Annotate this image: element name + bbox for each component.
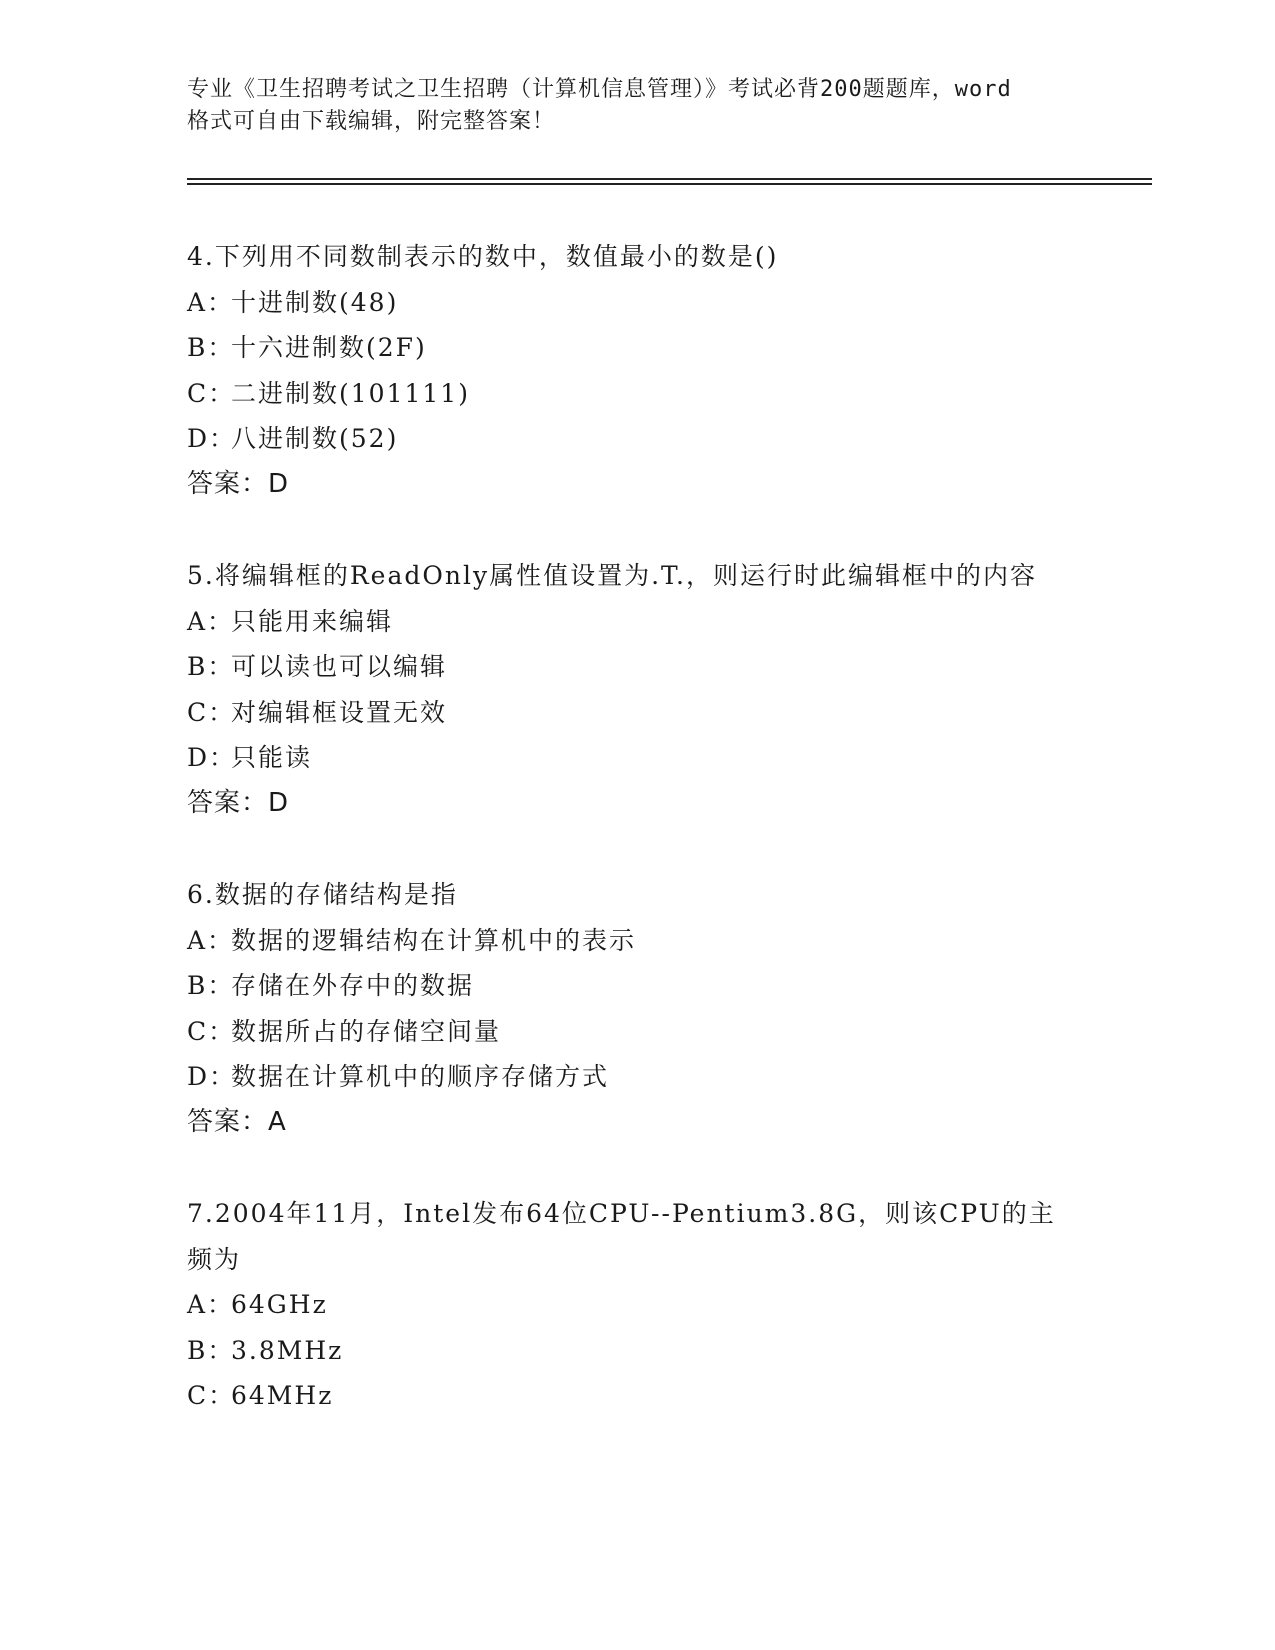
question-text: 6.数据的存储结构是指 bbox=[187, 880, 458, 909]
option-letter: B： bbox=[187, 652, 235, 681]
option-letter: C： bbox=[187, 378, 236, 408]
option-letter: A： bbox=[187, 925, 235, 955]
option-a bbox=[187, 918, 1067, 964]
option-letter: A： bbox=[187, 1290, 235, 1319]
option-b bbox=[187, 963, 1067, 1009]
option-a bbox=[187, 1282, 1067, 1328]
option-b bbox=[187, 644, 1067, 690]
option-letter: B： bbox=[187, 1335, 235, 1365]
option-text: 对编辑框设置无效 bbox=[231, 697, 448, 727]
option-text: 只能读 bbox=[231, 743, 313, 772]
option-letter: D： bbox=[187, 1062, 237, 1091]
option-c bbox=[187, 1373, 1067, 1419]
question-6 bbox=[187, 872, 1067, 1145]
option-c bbox=[187, 371, 1067, 417]
option-text: 数据的逻辑结构在计算机中的表示 bbox=[231, 925, 637, 955]
option-letter: A： bbox=[187, 287, 235, 317]
option-text: 存储在外存中的数据 bbox=[231, 971, 475, 1000]
option-text: 八进制数(52) bbox=[231, 424, 399, 453]
option-d bbox=[187, 416, 1067, 462]
option-letter: C： bbox=[187, 1381, 236, 1410]
question-7 bbox=[187, 1191, 1067, 1419]
answer-line: 答案：D bbox=[187, 787, 290, 818]
option-text: 可以读也可以编辑 bbox=[231, 652, 448, 681]
question-text: 7.2004年11月，Intel发布64位CPU--Pentium3.8G，则该CPU的主频为 bbox=[187, 1199, 1056, 1274]
question-text: 4.下列用不同数制表示的数中，数值最小的数是() bbox=[187, 242, 779, 271]
option-c bbox=[187, 690, 1067, 736]
option-text: 只能用来编辑 bbox=[231, 606, 394, 636]
option-b bbox=[187, 325, 1067, 371]
option-letter: B： bbox=[187, 971, 235, 1000]
option-text: 十进制数(48) bbox=[231, 287, 399, 317]
question-5 bbox=[187, 553, 1067, 826]
option-letter: B： bbox=[187, 333, 235, 362]
option-text: 数据所占的存储空间量 bbox=[231, 1016, 502, 1046]
question-text: 5.将编辑框的ReadOnly属性值设置为.T.，则运行时此编辑框中的内容 bbox=[187, 561, 1037, 590]
option-letter: C： bbox=[187, 1016, 236, 1046]
option-letter: A： bbox=[187, 606, 235, 636]
header-title-line-1: 专业《卫生招聘考试之卫生招聘（计算机信息管理）》考试必背200题题库，word bbox=[187, 77, 1012, 102]
answer-line: 答案：A bbox=[187, 1106, 287, 1137]
option-text: 数据在计算机中的顺序存储方式 bbox=[231, 1062, 610, 1091]
option-text: 64GHz bbox=[231, 1290, 328, 1319]
option-d bbox=[187, 1054, 1067, 1100]
option-a bbox=[187, 599, 1067, 645]
option-b bbox=[187, 1328, 1067, 1374]
document-header bbox=[187, 74, 1087, 138]
header-divider-top bbox=[187, 178, 1152, 180]
header-title-line-2: 格式可自由下载编辑，附完整答案！ bbox=[187, 109, 556, 134]
option-text: 二进制数(101111) bbox=[231, 378, 470, 408]
header-divider-bottom bbox=[187, 183, 1152, 185]
option-text: 3.8MHz bbox=[231, 1335, 344, 1365]
option-d bbox=[187, 735, 1067, 781]
option-text: 64MHz bbox=[231, 1381, 334, 1410]
option-letter: D： bbox=[187, 424, 237, 453]
question-list bbox=[187, 234, 1067, 1465]
option-a bbox=[187, 280, 1067, 326]
option-text: 十六进制数(2F) bbox=[231, 333, 427, 362]
option-letter: C： bbox=[187, 697, 236, 727]
question-4 bbox=[187, 234, 1067, 507]
option-c bbox=[187, 1009, 1067, 1055]
answer-line: 答案：D bbox=[187, 468, 290, 499]
option-letter: D： bbox=[187, 743, 237, 772]
